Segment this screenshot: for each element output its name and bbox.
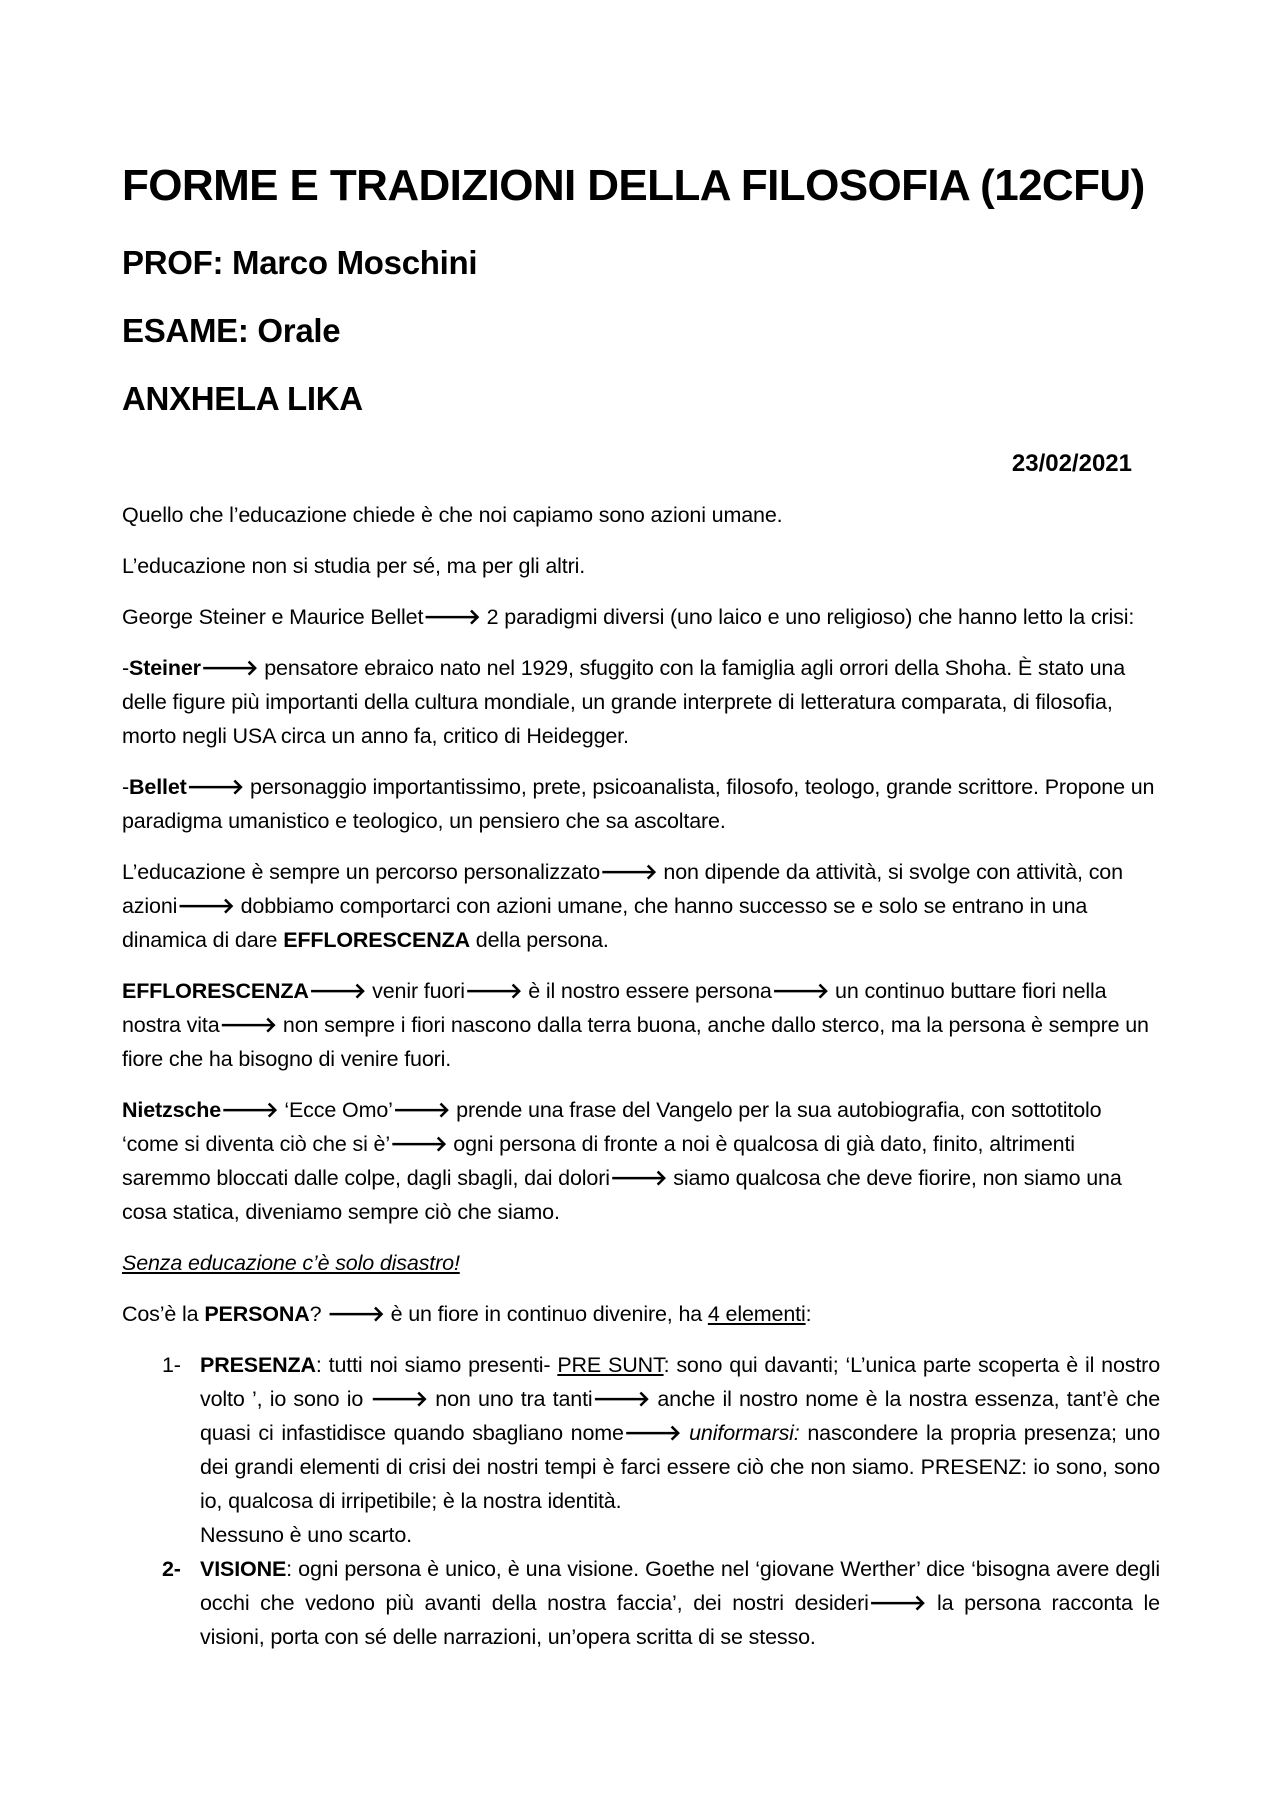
arrow-icon: 🡒 <box>771 979 830 1003</box>
document-body <box>122 498 1160 1654</box>
paragraph: EFFLORESCENZA🡒 venir fuori🡒 è il nostro essere persona🡒 un continuo buttare fiori nella nostra vita🡒 non sempre i fiori nascono dalla terra buona, anche dallo sterco, ma la persona è sempre un fiore che ha bisogno di venire fuori. <box>122 979 1149 1071</box>
document-date: 23/02/2021 <box>1011 450 1132 477</box>
arrow-icon: 🡒 <box>592 1387 651 1411</box>
professor-heading: PROF: Marco Moschini <box>122 244 478 281</box>
paragraph: -Bellet🡒 personaggio importantissimo, prete, psicoanalista, filosofo, teologo, grande scrittore. Propone un paradigma umanistico e teologico, un pensiero che sa ascoltare. <box>122 775 1155 833</box>
arrow-icon: 🡒 <box>600 860 658 884</box>
exam-heading: ESAME: Orale <box>122 312 341 349</box>
term-presenza: PRESENZA <box>200 1353 316 1377</box>
term-efflorescenza: EFFLORESCENZA <box>122 979 309 1003</box>
arrow-icon: 🡒 <box>392 1098 451 1122</box>
term-nietzsche: Nietzsche <box>122 1098 222 1122</box>
list-number: 1- <box>162 1353 181 1377</box>
arrow-icon: 🡒 <box>623 1421 682 1445</box>
emphasis-line: Senza educazione c’è solo disastro! <box>122 1251 460 1275</box>
list-number: 2- <box>162 1557 181 1581</box>
elements-list <box>122 1348 1160 1654</box>
paragraph: L’educazione è sempre un percorso personalizzato🡒 non dipende da attività, si svolge con attività, con azioni🡒 dobbiamo comportarci con azioni umane, che hanno successo se e solo se entrano in una dinamica di dare EFFLORESCENZA della persona. <box>122 860 1123 952</box>
list-item: 2- VISIONE: ogni persona è unico, è una visione. Goethe nel ‘giovane Werther’ dice ‘bisogna avere degli occhi che vedono più avanti della nostra faccia’, dei nostri desideri🡒 la persona racconta le visioni, porta con sé delle narrazioni, un’opera scritta di se stesso. <box>122 1552 1160 1654</box>
paragraph: Cos’è la PERSONA? 🡒 è un fiore in continuo divenire, ha 4 elementi: <box>122 1302 812 1326</box>
arrow-icon: 🡒 <box>464 979 523 1003</box>
author-heading: ANXHELA LIKA <box>122 380 363 417</box>
paragraph: Nietzsche🡒 ‘Ecce Omo’🡒 prende una frase del Vangelo per la sua autobiografia, con sottotitolo ‘come si diventa ciò che si è’🡒 ogni persona di fronte a noi è qualcosa di già dato, finito, altrimenti saremmo bloccati dalle colpe, dagli sbagli, dai dolori🡒 siamo qualcosa che deve fiorire, non siamo una cosa statica, diveniamo sempre ciò che siamo. <box>122 1098 1122 1224</box>
paragraph: -Steiner🡒 pensatore ebraico nato nel 1929, sfuggito con la famiglia agli orrori della Shoha. È stato una delle figure più importanti della cultura mondiale, un grande interprete di letteratura comparata, di filosofia, morto negli USA circa un anno fa, critico di Heidegger. <box>122 656 1125 748</box>
arrow-icon: 🡒 <box>370 1387 428 1411</box>
arrow-icon: 🡒 <box>177 894 235 918</box>
term-visione: VISIONE <box>200 1557 287 1581</box>
arrow-icon: 🡒 <box>200 656 259 680</box>
arrow-icon: 🡒 <box>219 1013 278 1037</box>
list-item: 1- PRESENZA: tutti noi siamo presenti- PRE SUNT: sono qui davanti; ‘L’unica parte scoperta è il nostro volto ’, io sono io 🡒 non uno tra tanti🡒 anche il nostro nome è la nostra essenza, tant’è che quasi ci infastidisce quando sbagliano nome🡒 uniformarsi: nascondere la propria presenza; uno dei grandi elementi di crisi dei nostri tempi è farci essere ciò che non siamo. PRESENZ: io sono, sono io, qualcosa di irripetibile; è la nostra identità. Nessuno è uno scarto. <box>122 1348 1160 1552</box>
arrow-icon: 🡒 <box>389 1132 448 1156</box>
arrow-icon: 🡒 <box>868 1591 927 1615</box>
arrow-icon: 🡒 <box>221 1098 279 1122</box>
document-title: FORME E TRADIZIONI DELLA FILOSOFIA (12CFU) <box>122 161 1145 210</box>
arrow-icon: 🡒 <box>308 979 367 1003</box>
paragraph: L’educazione non si studia per sé, ma per gli altri. <box>122 554 586 578</box>
term-efflorescenza: EFFLORESCENZA <box>283 928 470 952</box>
arrow-icon: 🡒 <box>609 1166 668 1190</box>
term-persona: PERSONA <box>204 1302 310 1326</box>
paragraph: George Steiner e Maurice Bellet🡒 2 paradigmi diversi (uno laico e uno religioso) che hanno letto la crisi: <box>122 605 1135 629</box>
term-bellet: Bellet <box>129 775 187 799</box>
paragraph: Quello che l’educazione chiede è che noi capiamo sono azioni umane. <box>122 503 783 527</box>
arrow-icon: 🡒 <box>327 1302 385 1326</box>
term-steiner: Steiner <box>129 656 201 680</box>
arrow-icon: 🡒 <box>423 605 481 629</box>
arrow-icon: 🡒 <box>186 775 245 799</box>
